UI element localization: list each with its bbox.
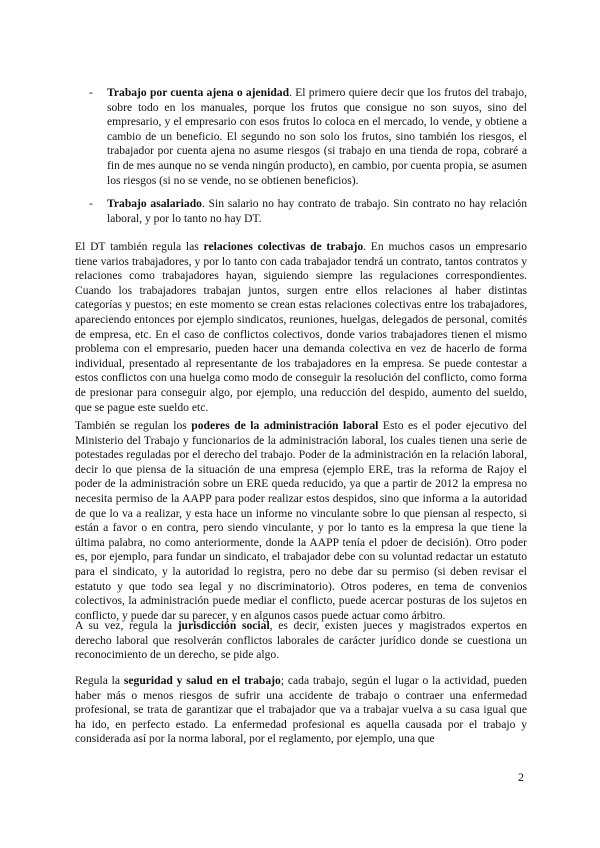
bold-term: jurisdicción social <box>177 619 270 632</box>
bullet-text: . El primero quiere decir que los frutos del trabajo, sobre todo en los manuales, porque los frutos que consigue no son suyos, sino del empresario, y el empresario con esos frutos lo coloca en el mercado, lo vende, y obtiene a cambio de un beneficio. El segundo no son solo los frutos, sino también los riesgos, el trabajador por cuenta ajena no asume riesgos (si trabajo en una tienda de ropa, cobraré a fin de mes aunque no se venda ningún producto), en cambio, por cuenta propia, se asumen los riesgos (si no se vende, no se obtienen beneficios). <box>107 86 528 187</box>
bullet-text: . Sin salario no hay contrato de trabajo. Sin contrato no hay relación laboral, y por lo tanto no hay DT. <box>107 197 527 225</box>
bold-term: Trabajo por cuenta ajena o ajenidad <box>107 86 290 99</box>
bold-term: seguridad y salud en el trabajo <box>123 674 281 687</box>
text: ; cada trabajo, según el lugar o la actividad, pueden haber más o menos riesgos de sufrir una accidente de trabajo o contraer una enfermedad profesional, se trata de garantizar que el trabajador que va a trabajar vuelva a su casa igual que ha ido, en perfecto estado. La enfermedad profesional es aquella causada por el trabajo y considerada así por la norma laboral, por el reglamento, por ejemplo, una que <box>75 674 527 746</box>
text: Regula la <box>75 674 124 687</box>
bold-term: poderes de la administración laboral <box>191 419 379 432</box>
text: A su vez, regula la <box>75 619 178 632</box>
paragraph <box>75 674 527 747</box>
bold-term: Trabajo asalariado <box>107 197 202 210</box>
text: También se regulan los <box>75 419 192 432</box>
text: Esto es el poder ejecutivo del Ministerio del Trabajo y funcionarios de la administración laboral, los cuales tienen una serie de potestades reguladas por el derecho del trabajo. Poder de la administración en la relación laboral, decir lo que piensa de la situación de una empresa (ejemplo ERE, tras la reforma de Rajoy el poder de la administración sobre un ERE queda reducido, ya que a partir de 2012 la empresa no necesita permiso de la AAPP para poder realizar estos despidos, sino que informa a la autoridad de que lo va a realizar, y esta hace un informe no vinculante sobre lo que piensan al respecto, si están a favor o en contra, pero siendo vinculante, y por lo tanto es la empresa la que tiene la última palabra, no como anteriormente, donde la AAPP tenía el pdoer de decisión). Otro poder es, por ejemplo, para fundar un sindicato, el trabajador debe con su voluntad redactar un estatuto para el sindicato, y la autoridad lo registra, pero no debe dar su permiso (si deben revisar el estatuto y que todo sea legal y no discriminatorio). Otros poderes, en tema de convenios colectivos, la administración puede mediar el conflicto, puede acercar posturas de los sujetos en conflicto, y puede dar su parecer, y en algunos casos puede actuar como árbitro. <box>75 419 527 622</box>
bullet-item <box>89 86 528 188</box>
bold-term: relaciones colectivas de trabajo <box>203 240 364 253</box>
text: . En muchos casos un empresario tiene varios trabajadores, y por lo tanto con cada trabajador tendrá un contrato, tantos contratos y relaciones como trabajadores hayan, siguiendo siempre las regulaciones correspondientes. Cuando los trabajadores trabajan juntos, surgen entre ellos relaciones al haber distintas categorías y puestos; en este momento se crean estas relaciones colectivas entre los trabajadores, apareciendo entonces por ejemplo sindicatos, reuniones, huelgas, delegados de personal, comités de empresa, etc. En el caso de conflictos colectivos, donde varios trabajadores tienen el mismo problema con el empresario, pueden hacer una demanda colectiva en vez de hacerlo de forma individual, presentado al representante de los trabajadores en la empresa. Se puede contestar a estos conflictos con una huelga como modo de conseguir la resolución del conflicto, como forma de presionar para conseguir algo, por ejemplo, una reducción del despido, aumento del sueldo, que se pague este sueldo etc. <box>75 240 527 414</box>
bullet-item <box>89 197 527 226</box>
paragraph <box>75 419 527 623</box>
bullet-dash: - <box>89 86 93 99</box>
paragraph <box>75 240 527 415</box>
text: , es decir, existen jueces y magistrados expertos en derecho laboral que resolverán conflictos laborales de carácter jurídico donde se cuestiona un reconocimiento de un derecho, se pide algo. <box>75 619 527 662</box>
text: El DT también regula las <box>75 240 204 253</box>
bullet-dash: - <box>89 197 93 210</box>
paragraph <box>75 619 527 663</box>
page-number: 2 <box>518 770 524 784</box>
